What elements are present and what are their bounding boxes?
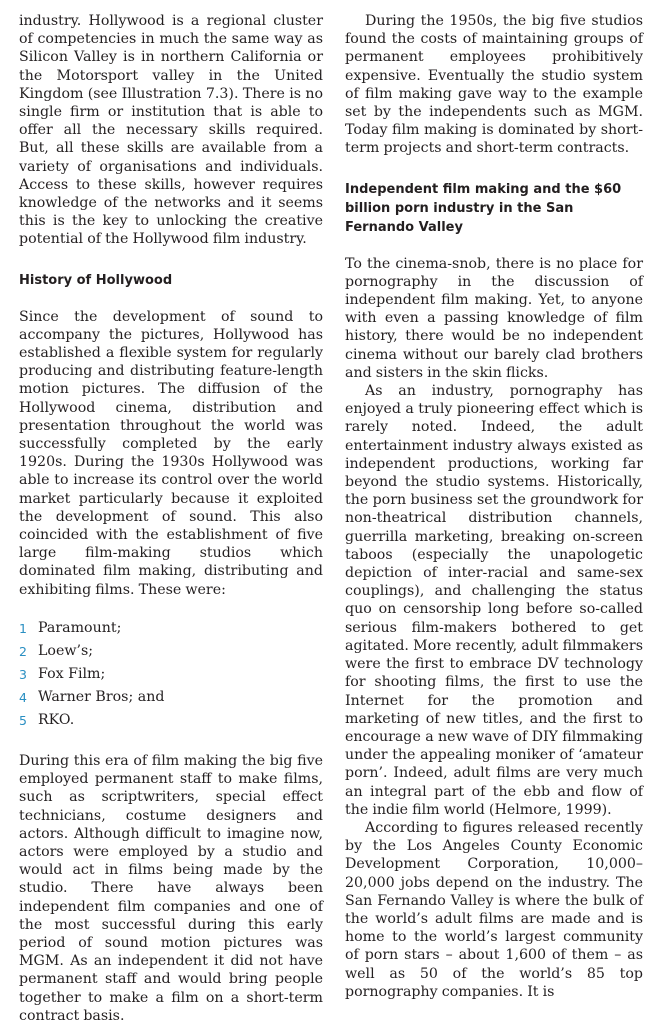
list-text: Paramount; [38, 619, 122, 636]
list-text: Fox Film; [38, 665, 106, 682]
list-item [19, 686, 323, 709]
list-item [19, 640, 323, 663]
list-text: RKO. [38, 711, 75, 728]
list-item [19, 709, 323, 732]
list-number: 3 [19, 666, 27, 682]
list-item [19, 617, 323, 640]
right-paragraph-3: As an industry, pornography has enjoyed a truly pioneering effect which is rarely noted. Indeed, the adult entertainment industry always existed as independent productions, working far beyond the studio systems. Historically, the porn business set the groundwork for non-theatrical distribution channels, guerrilla marketing, breaking on-screen taboos (especially the unapologetic depiction of inter-racial and same-sex couplings), and challenging the status quo on censorship long before so-called serious film-makers bothered to get agitated. More recently, adult filmmakers were the first to embrace DV technology for shooting films, the first to use the Internet for the promotion and marketing of new titles, and the first to encourage a new wave of DIY filmmaking under the appealing moniker of ‘amateur porn’. Indeed, adult films are very much an integral part of the ebb and flow of the indie film world (Helmore, 1999). [345, 383, 643, 818]
list-item [19, 663, 323, 686]
left-paragraph-1: industry. Hollywood is a regional cluster of competencies in much the same way as Silicon Valley is in northern California or the Motorsport valley in the United Kingdom (see Illustration 7.3). There is no single firm or institution that is able to offer all the necessary skills required. But, all these skills are available from a variety of organisations and individuals. Access to these skills, however requires knowledge of the networks and it seems this is the key to unlocking the creative potential of the Hollywood film industry. [19, 13, 323, 248]
left-paragraph-2: Since the development of sound to accompany the pictures, Hollywood has established a flexible system for regularly producing and distributing feature-length motion pictures. The diffusion of the Hollywood cinema, distribution and presentation throughout the world was successfully completed by the early 1920s. During the 1930s Hollywood was able to increase its control over the world market particularly because it exploited the development of sound. This also coincided with the establishment of five large film-making studios which dominated film making, distributing and exhibiting films. These were: [19, 308, 323, 598]
right-column [345, 12, 643, 1001]
right-paragraph-1: During the 1950s, the big five studios found the costs of maintaining groups of permanent employees prohibitively expensive. Eventually the studio system of film making gave way to the example set by the independents such as MGM. Today film making is dominated by short-term projects and short-term contracts. [345, 13, 643, 157]
list-number: 4 [19, 689, 27, 705]
left-column [19, 12, 323, 1025]
studio-list [19, 617, 323, 732]
section-heading-independent-film: Independent film making and the $60 billion porn industry in the San Fernando Valley [345, 181, 622, 235]
list-number: 1 [19, 620, 27, 636]
list-number: 2 [19, 643, 27, 659]
list-text: Warner Bros; and [38, 688, 165, 705]
section-heading-history: History of Hollywood [19, 272, 173, 288]
left-paragraph-3: During this era of film making the big five employed permanent staff to make films, such as scriptwriters, special effect technicians, costume designers and actors. Although difficult to imagine now, actors were employed by a studio and would act in films being made by the studio. There have always been independent film companies and one of the most successful during this early period of sound motion pictures was MGM. As an independent it did not have permanent staff and would bring people together to make a film on a short-term contract basis. [19, 752, 323, 1024]
right-paragraph-2: To the cinema-snob, there is no place for pornography in the discussion of independent film making. Yet, to anyone with even a passing knowledge of film history, there would be no independent cinema without our barely clad brothers and sisters in the skin flicks. [345, 255, 643, 381]
list-text: Loew’s; [38, 642, 94, 659]
right-paragraph-4: According to figures released recently by the Los Angeles County Economic Development Corporation, 10,000–20,000 jobs depend on the industry. The San Fernando Valley is where the bulk of the world’s adult films are made and is home to the world’s largest community of porn stars – about 1,600 of them – as well as 50 of the world’s 85 top pornography companies. It is [345, 819, 643, 1000]
list-number: 5 [19, 712, 27, 728]
